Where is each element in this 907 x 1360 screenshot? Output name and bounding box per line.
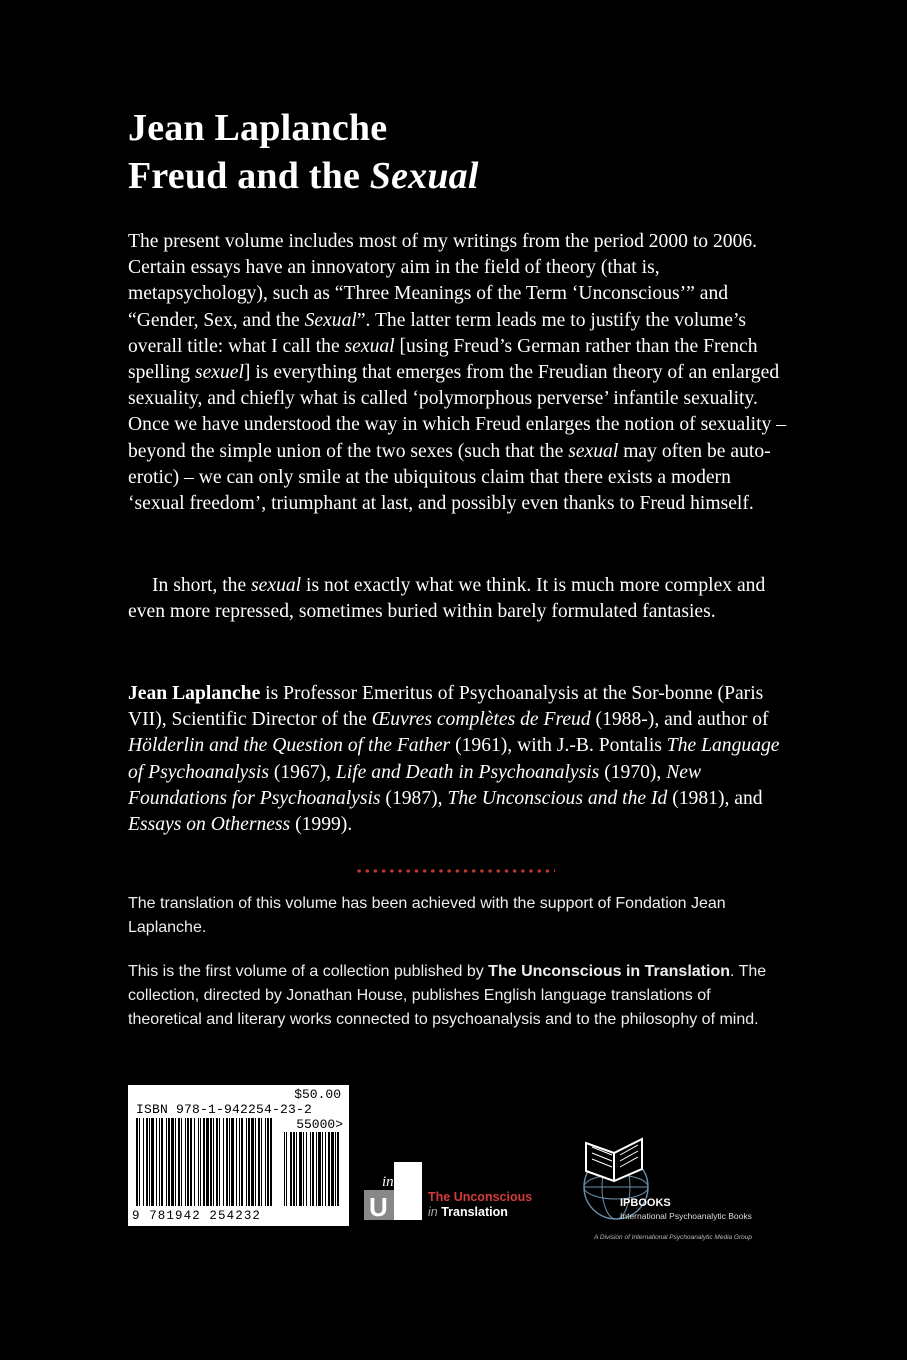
text-run: The Language of Psychoanalysis: [128, 735, 780, 783]
author-name: Jean Laplanche: [128, 107, 388, 149]
isbn-label: ISBN 978-1-942254-23-2: [136, 1102, 313, 1117]
text-run: (1961), with J.-B. Pontalis: [450, 735, 667, 757]
barcode-addon-bar: [296, 1132, 297, 1206]
isbn-barcode: [128, 1085, 349, 1226]
barcode-bar: [200, 1118, 201, 1206]
barcode-bar: [136, 1118, 138, 1206]
barcode-bar: [213, 1118, 214, 1206]
barcode-bar: [248, 1118, 250, 1206]
barcode-bar: [187, 1118, 189, 1206]
ipbooks-brand: IPBOOKS: [620, 1197, 671, 1209]
dotted-divider: [355, 868, 555, 874]
text-run: is not exactly what we think. It is much more complex and even more repressed, sometimes buried within barely formulated fantasies.: [128, 575, 766, 623]
ipbooks-logo: [556, 1129, 796, 1249]
text-run: is Professor Emeritus of Psychoanalysis at the Sor-bonne (Paris VII), Scientific Director of the: [128, 683, 764, 731]
unt-wordmark: [428, 1190, 532, 1220]
barcode-bar: [151, 1118, 154, 1206]
barcode-bar: [261, 1118, 262, 1206]
barcode-bar: [175, 1118, 176, 1206]
text-run: sexual: [568, 440, 619, 462]
ipbooks-subtitle: International Psychoanalytic Books: [620, 1211, 752, 1221]
barcode-bar: [190, 1118, 192, 1206]
barcode-addon-bar: [310, 1132, 311, 1206]
barcode-bar: [216, 1118, 218, 1206]
barcode-bar: [251, 1118, 254, 1206]
barcode-bar: [241, 1118, 243, 1206]
barcode-bar: [270, 1118, 272, 1206]
barcode-bar: [161, 1118, 163, 1206]
barcode-addon-bar: [312, 1132, 314, 1206]
text-run: [using Freud’s German rather than the French spelling: [128, 335, 758, 384]
text-run: . The collection, directed by Jonathan House, publishes English language translations of theoretical and literary works connected to psychoanalysis and to the philosophy of mind.: [128, 963, 767, 1028]
barcode-bar: [143, 1118, 144, 1206]
barcode-addon-bar: [318, 1132, 321, 1206]
barcode-addon-bar: [322, 1132, 323, 1206]
text-run: (1970),: [599, 761, 667, 783]
barcode-bar: [171, 1118, 174, 1206]
text-run: sexual: [344, 335, 395, 357]
text-run: Hölderlin and the Question of the Father: [128, 735, 451, 757]
author-bio: [128, 681, 788, 838]
text-run: (1981), and: [667, 787, 763, 809]
barcode-bar: [166, 1118, 167, 1206]
barcode-addon-bar: [316, 1132, 317, 1206]
support-note: The translation of this volume has been achieved with the support of Fondation Jean Laplanche.: [128, 895, 726, 936]
book-title: [128, 104, 479, 200]
barcode-bar: [168, 1118, 170, 1206]
blurb-paragraph-2: [128, 573, 788, 625]
text-run: Jean Laplanche: [128, 683, 261, 704]
text-run: (1967),: [268, 761, 336, 783]
text-run: Sexual: [304, 309, 357, 331]
text-run: (1987),: [380, 787, 448, 809]
barcode-bar: [226, 1118, 228, 1206]
barcode-digits: 9 781942 254232: [132, 1209, 262, 1223]
barcode-bar: [181, 1118, 182, 1206]
text-run: sexuel: [194, 362, 244, 384]
barcode-bar: [206, 1118, 209, 1206]
barcode-bars: [134, 1118, 339, 1208]
barcode-bar: [194, 1118, 195, 1206]
barcode-bar: [178, 1118, 180, 1206]
text-run: ”. The latter term leads me to justify the volume’s overall title: what I call the: [128, 309, 747, 357]
barcode-addon-bar: [293, 1132, 295, 1206]
unt-mark-letter: U: [369, 1192, 388, 1220]
barcode-bar: [239, 1118, 240, 1206]
barcode-bar: [265, 1118, 266, 1206]
barcode-bar: [156, 1118, 157, 1206]
barcode-bar: [185, 1118, 186, 1206]
barcode-bar: [219, 1118, 220, 1206]
barcode-bar: [146, 1118, 148, 1206]
barcode-addon-bar: [328, 1132, 330, 1206]
barcode-addon-bar: [290, 1132, 292, 1206]
unconscious-in-translation-logo: [364, 1162, 534, 1222]
text-run: In short, the: [152, 575, 252, 596]
barcode-addon-bar: [335, 1132, 336, 1206]
barcode-bar: [210, 1118, 212, 1206]
text-run: ] is everything that emerges from the Freudian theory of an enlarged sexuality, and chiefly what is called ‘polymorphous perverse’ infantile sexuality. Once we have understood the way in which Freud enlarges the notion of sexuality – beyond the simple union of the two sexes (such that the: [128, 362, 787, 462]
barcode-bar: [258, 1118, 260, 1206]
barcode-bar: [203, 1118, 205, 1206]
barcode-bar: [229, 1118, 230, 1206]
book-subtitle: Freud and the Sexual: [128, 155, 479, 197]
text-run: Life and Death in Psychoanalysis: [335, 761, 600, 783]
barcode-addon-bar: [337, 1132, 339, 1206]
ipbooks-division: A Division of International Psychoanalytic Media Group: [594, 1234, 753, 1241]
barcode-bar: [198, 1118, 199, 1206]
text-run: The present volume includes most of my writings from the period 2000 to 2006. Certain essays have an innovatory aim in the field of theory (that is, metapsychology), such as “Three Meanings of the Term ‘Unconscious’” and “Gender, Sex, and the: [128, 231, 758, 331]
barcode-bar: [267, 1118, 269, 1206]
barcode-addon-bar: [306, 1132, 307, 1206]
barcode-addon-bar: [284, 1132, 285, 1206]
unt-mark-icon: [364, 1162, 422, 1220]
barcode-addon-bar: [331, 1132, 334, 1206]
barcode-bar: [159, 1118, 160, 1206]
barcode-addon-bar: [286, 1132, 287, 1206]
price-addon-code: 55000>: [296, 1117, 343, 1132]
text-run: New Foundations for Psychoanalysis: [128, 761, 702, 809]
barcode-bar: [255, 1118, 256, 1206]
barcode-bar: [223, 1118, 224, 1206]
barcode-bar: [149, 1118, 150, 1206]
barcode-addon-bar: [325, 1132, 326, 1206]
unt-line-2: in Translation: [428, 1205, 508, 1219]
text-run: The Unconscious and the Id: [447, 787, 668, 809]
unt-mark-small: inT: [382, 1174, 403, 1190]
barcode-bar: [236, 1118, 237, 1206]
text-run: This is the first volume of a collection published by: [128, 963, 489, 980]
barcode-bar: [231, 1118, 234, 1206]
barcode-addon-bar: [299, 1132, 302, 1206]
blurb-paragraph-1: [128, 229, 788, 517]
text-run: Œuvres complètes de Freud: [371, 709, 591, 731]
barcode-bar: [246, 1118, 247, 1206]
price-label: $50.00: [294, 1087, 341, 1102]
text-run: (1999).: [290, 814, 353, 836]
barcode-addon-bar: [303, 1132, 304, 1206]
text-run: sexual: [251, 575, 302, 596]
unt-line-1: The Unconscious: [428, 1190, 533, 1204]
text-run: (1988-), and author of: [590, 709, 769, 731]
text-run: may often be auto-erotic) – we can only smile at the ubiquitous claim that there exists a modern ‘sexual freedom’, triumphant at last, and possibly even thanks to Freud himself.: [128, 440, 771, 515]
text-run: Essays on Otherness: [128, 814, 291, 836]
text-run: The Unconscious in Translation: [488, 963, 730, 980]
barcode-bar: [139, 1118, 140, 1206]
collection-note: [128, 960, 768, 1032]
